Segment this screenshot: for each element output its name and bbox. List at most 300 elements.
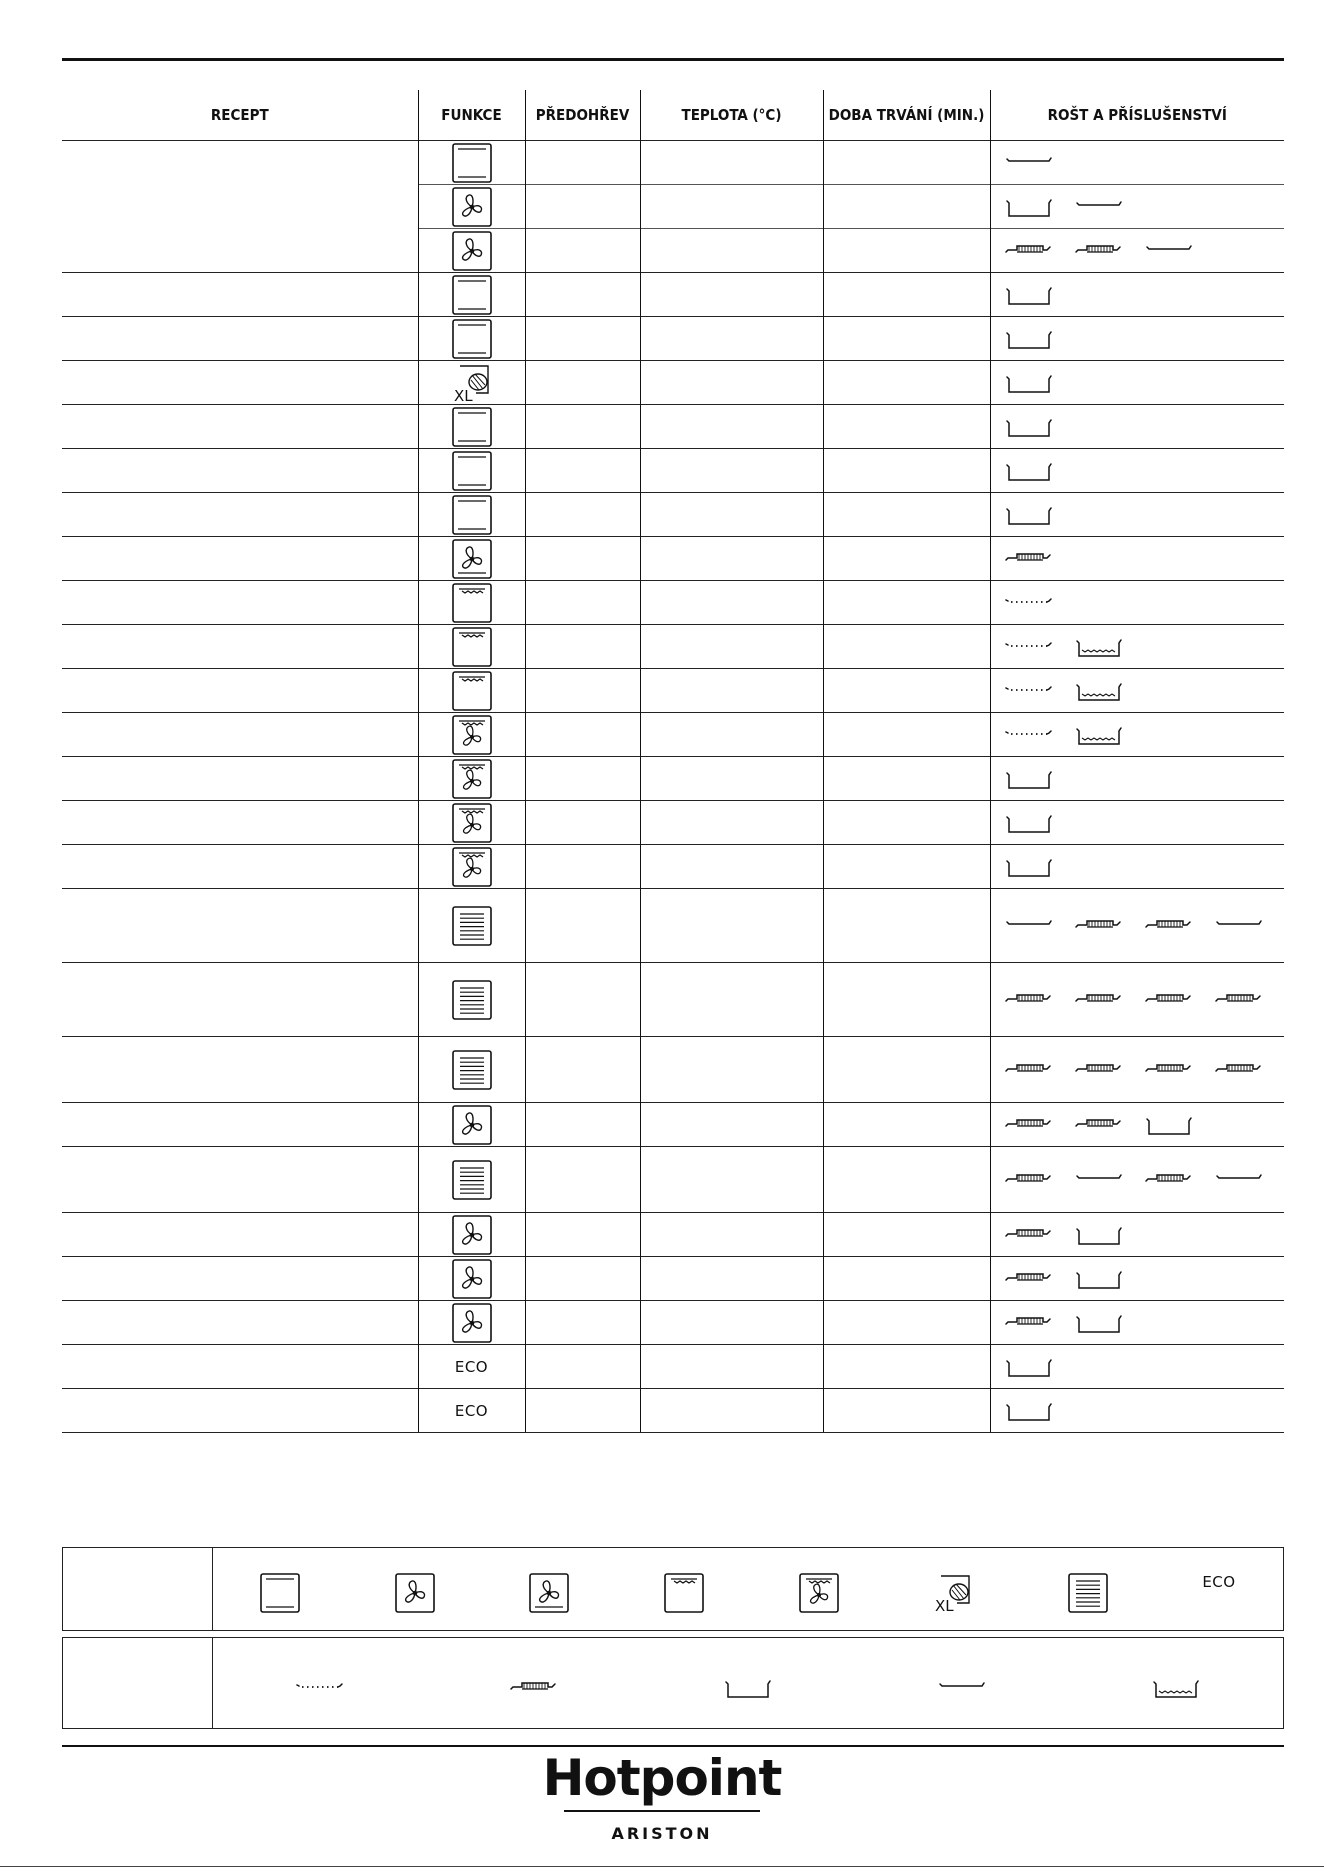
preheat-cell: [525, 185, 640, 229]
fan-function-icon: [452, 1105, 492, 1145]
table-row: [62, 449, 1284, 493]
accessories-cell: [990, 537, 1284, 581]
accessories-cell: [990, 449, 1284, 493]
function-cell: [418, 625, 525, 669]
drip-pan-icon: [1003, 370, 1055, 396]
function-cell: [418, 141, 525, 185]
dur-cell: [823, 493, 990, 537]
wire-rack-icon: [1143, 913, 1195, 939]
temp-cell: [640, 361, 823, 405]
table-body: [62, 141, 1284, 1433]
wire-rack-icon: [1143, 1057, 1195, 1083]
accessories-cell: [990, 1037, 1284, 1103]
function-cell: [418, 273, 525, 317]
recipe-cell: [62, 405, 418, 449]
preheat-cell: [525, 1147, 640, 1213]
baking-tray-icon: [1213, 1167, 1265, 1193]
dur-cell: [823, 1147, 990, 1213]
function-cell: [418, 229, 525, 273]
table-row: [62, 537, 1284, 581]
table-row: [62, 581, 1284, 625]
brand-underline: [564, 1810, 760, 1812]
temp-cell: [640, 801, 823, 845]
accessories-cell: [990, 141, 1284, 185]
grill-function-icon: [452, 583, 492, 623]
wire-rack-icon: [1073, 1057, 1125, 1083]
wire-rack-icon: [1003, 546, 1055, 572]
svg-text:XL: XL: [935, 1597, 954, 1613]
wire-rack-icon: [1003, 1057, 1055, 1083]
recipe-cell: [62, 1213, 418, 1257]
baking-tray-icon: [1003, 150, 1055, 176]
temp-cell: [640, 185, 823, 229]
wire-rack-icon: [1073, 1112, 1125, 1138]
drip-pan-icon: [1003, 1354, 1055, 1380]
dur-cell: [823, 889, 990, 963]
eco-function-label: ECO: [1202, 1573, 1236, 1591]
multilevel-function-icon: [452, 1160, 492, 1200]
preheat-cell: [525, 1103, 640, 1147]
function-cell: [418, 185, 525, 229]
accessories-cell: [990, 361, 1284, 405]
preheat-cell: [525, 1213, 640, 1257]
function-cell: [418, 493, 525, 537]
table-row: [62, 963, 1284, 1037]
header-temperature: TEPLOTA (°C): [640, 90, 823, 141]
preheat-cell: [525, 757, 640, 801]
temp-cell: [640, 317, 823, 361]
function-cell: [418, 1147, 525, 1213]
accessories-cell: [990, 801, 1284, 845]
drip-pan-icon: [1003, 282, 1055, 308]
preheat-cell: [525, 361, 640, 405]
dur-cell: [823, 1213, 990, 1257]
legend-accessories-label: [63, 1638, 213, 1729]
baking-tray-icon: [1143, 238, 1195, 264]
recipe-cell: [62, 581, 418, 625]
multilevel-function-icon: [452, 980, 492, 1020]
preheat-cell: [525, 963, 640, 1037]
table-row: [62, 713, 1284, 757]
bottom-rule: [62, 1745, 1284, 1747]
wire-rack-icon: [1073, 913, 1125, 939]
fan-function-icon: [452, 1259, 492, 1299]
accessories-cell: [990, 1345, 1284, 1389]
temp-cell: [640, 889, 823, 963]
function-cell: [418, 845, 525, 889]
dur-cell: [823, 845, 990, 889]
temp-cell: [640, 1389, 823, 1433]
dur-cell: [823, 185, 990, 229]
function-cell: [418, 1301, 525, 1345]
wire-rack-icon: [508, 1675, 560, 1701]
accessories-cell: [990, 273, 1284, 317]
xl-function-icon: [452, 363, 492, 403]
preheat-cell: [525, 889, 640, 963]
fan-function-icon: [452, 231, 492, 271]
table-row: [62, 889, 1284, 963]
wire-rack-icon: [1003, 987, 1055, 1013]
wire-rack-icon: [1003, 1167, 1055, 1193]
temp-cell: [640, 963, 823, 1037]
accessories-cell: [990, 963, 1284, 1037]
wire-rack-icon: [1213, 987, 1265, 1013]
legend-functions-cell: [213, 1548, 1284, 1631]
static-function-icon: [452, 319, 492, 359]
recipe-cell: [62, 141, 418, 185]
temp-cell: [640, 1257, 823, 1301]
temp-cell: [640, 449, 823, 493]
fan-bottom-function-icon: [452, 539, 492, 579]
static-function-icon: [452, 451, 492, 491]
drip-pan-icon: [1003, 1398, 1055, 1424]
recipe-cell: [62, 801, 418, 845]
function-cell: [418, 1345, 525, 1389]
recipe-cell: [62, 449, 418, 493]
table-row: [62, 1037, 1284, 1103]
legend-functions-label: [63, 1548, 213, 1631]
grill-rack-dotted-icon: [1003, 590, 1055, 616]
dur-cell: [823, 449, 990, 493]
temp-cell: [640, 1103, 823, 1147]
temp-cell: [640, 669, 823, 713]
accessories-cell: [990, 493, 1284, 537]
accessories-cell: [990, 185, 1284, 229]
function-cell: [418, 801, 525, 845]
accessories-cell: [990, 889, 1284, 963]
table-row: [62, 1389, 1284, 1433]
recipe-cell: [62, 229, 418, 273]
accessories-cell: [990, 317, 1284, 361]
table-row: [62, 317, 1284, 361]
preheat-cell: [525, 581, 640, 625]
accessories-cell: [990, 1389, 1284, 1433]
recipe-cell: [62, 1103, 418, 1147]
recipe-cell: [62, 185, 418, 229]
dur-cell: [823, 963, 990, 1037]
grill-function-icon: [664, 1573, 704, 1613]
baking-tray-icon: [1073, 1167, 1125, 1193]
table-row: [62, 1213, 1284, 1257]
preheat-cell: [525, 141, 640, 185]
static-function-icon: [452, 275, 492, 315]
preheat-cell: [525, 449, 640, 493]
preheat-cell: [525, 405, 640, 449]
grill-function-icon: [452, 671, 492, 711]
recipe-cell: [62, 889, 418, 963]
wire-rack-icon: [1073, 987, 1125, 1013]
function-cell: [418, 317, 525, 361]
fan-function-icon: [452, 187, 492, 227]
legend-table: [62, 1547, 1284, 1729]
water-pan-icon: [1073, 678, 1125, 704]
temp-cell: [640, 625, 823, 669]
recipe-cell: [62, 713, 418, 757]
baking-tray-icon: [936, 1675, 988, 1701]
accessories-cell: [990, 405, 1284, 449]
preheat-cell: [525, 713, 640, 757]
drip-pan-icon: [1003, 502, 1055, 528]
preheat-cell: [525, 625, 640, 669]
preheat-cell: [525, 493, 640, 537]
brand-sub: ARISTON: [611, 1824, 713, 1843]
preheat-cell: [525, 1257, 640, 1301]
temp-cell: [640, 273, 823, 317]
table-header-row: [62, 90, 1284, 141]
wire-rack-icon: [1073, 238, 1125, 264]
grill-rack-dotted-icon: [294, 1675, 346, 1701]
function-cell: [418, 1103, 525, 1147]
recipe-cell: [62, 1301, 418, 1345]
header-duration: DOBA TRVÁNÍ (MIN.): [823, 90, 990, 141]
accessories-cell: [990, 1103, 1284, 1147]
temp-cell: [640, 229, 823, 273]
dur-cell: [823, 1037, 990, 1103]
function-cell: [418, 537, 525, 581]
accessories-cell: [990, 581, 1284, 625]
table-row: [62, 273, 1284, 317]
dur-cell: [823, 625, 990, 669]
fan-function-icon: [452, 1303, 492, 1343]
recipe-cell: [62, 273, 418, 317]
water-pan-icon: [1150, 1675, 1202, 1701]
table-row: [62, 141, 1284, 185]
temp-cell: [640, 1213, 823, 1257]
multilevel-function-icon: [452, 906, 492, 946]
function-cell: [418, 1257, 525, 1301]
accessories-cell: [990, 669, 1284, 713]
function-cell: [418, 405, 525, 449]
temp-cell: [640, 713, 823, 757]
dur-cell: [823, 713, 990, 757]
drip-pan-icon: [1003, 326, 1055, 352]
dur-cell: [823, 669, 990, 713]
dur-cell: [823, 361, 990, 405]
eco-function-label: ECO: [454, 1358, 489, 1376]
grill-rack-dotted-icon: [1003, 678, 1055, 704]
recipe-cell: [62, 669, 418, 713]
temp-cell: [640, 141, 823, 185]
recipe-cell: [62, 537, 418, 581]
function-cell: [418, 963, 525, 1037]
temp-cell: [640, 493, 823, 537]
dur-cell: [823, 229, 990, 273]
dur-cell: [823, 757, 990, 801]
table-row: [62, 1301, 1284, 1345]
brand-logo: [0, 1748, 1324, 1843]
multilevel-function-icon: [1068, 1573, 1108, 1613]
temp-cell: [640, 1345, 823, 1389]
temp-cell: [640, 1147, 823, 1213]
dur-cell: [823, 1301, 990, 1345]
dur-cell: [823, 141, 990, 185]
header-accessories: ROŠT A PŘÍSLUŠENSTVÍ: [990, 90, 1284, 141]
recipe-cell: [62, 1037, 418, 1103]
preheat-cell: [525, 801, 640, 845]
recipe-cell: [62, 1389, 418, 1433]
recipe-cell: [62, 845, 418, 889]
wire-rack-icon: [1143, 1167, 1195, 1193]
baking-tray-icon: [1213, 913, 1265, 939]
recipe-cell: [62, 963, 418, 1037]
accessories-cell: [990, 625, 1284, 669]
multilevel-function-icon: [452, 1050, 492, 1090]
drip-pan-icon: [1073, 1222, 1125, 1248]
dur-cell: [823, 405, 990, 449]
dur-cell: [823, 801, 990, 845]
recipe-cell: [62, 361, 418, 405]
fan-function-icon: [452, 1215, 492, 1255]
wire-rack-icon: [1003, 238, 1055, 264]
wire-rack-icon: [1003, 1310, 1055, 1336]
fan-function-icon: [395, 1573, 435, 1613]
temp-cell: [640, 1301, 823, 1345]
table-row: [62, 801, 1284, 845]
static-function-icon: [452, 495, 492, 535]
table-row: [62, 1147, 1284, 1213]
recipe-cell: [62, 1345, 418, 1389]
function-cell: [418, 449, 525, 493]
accessories-cell: [990, 713, 1284, 757]
function-cell: [418, 1037, 525, 1103]
temp-cell: [640, 845, 823, 889]
accessories-cell: [990, 1147, 1284, 1213]
xl-function-icon: [933, 1573, 973, 1613]
drip-pan-icon: [1003, 810, 1055, 836]
accessories-cell: [990, 757, 1284, 801]
recipe-cell: [62, 493, 418, 537]
grill-rack-dotted-icon: [1003, 722, 1055, 748]
wire-rack-icon: [1003, 1222, 1055, 1248]
preheat-cell: [525, 1037, 640, 1103]
table-row: [62, 845, 1284, 889]
water-pan-icon: [1073, 634, 1125, 660]
baking-tray-icon: [1073, 194, 1125, 220]
drip-pan-icon: [1003, 414, 1055, 440]
function-cell: [418, 1213, 525, 1257]
legend-functions-row: [63, 1548, 1284, 1631]
dur-cell: [823, 317, 990, 361]
drip-pan-icon: [1073, 1310, 1125, 1336]
drip-pan-icon: [1143, 1112, 1195, 1138]
turbo-grill-function-icon: [799, 1573, 839, 1613]
drip-pan-icon: [1003, 458, 1055, 484]
preheat-cell: [525, 1389, 640, 1433]
legend-accessories-row: [63, 1638, 1284, 1729]
grill-function-icon: [452, 627, 492, 667]
baking-tray-icon: [1003, 913, 1055, 939]
top-rule: [62, 58, 1284, 61]
preheat-cell: [525, 537, 640, 581]
function-cell: [418, 713, 525, 757]
turbo-grill-function-icon: [452, 803, 492, 843]
drip-pan-icon: [1073, 1266, 1125, 1292]
recipe-cell: [62, 757, 418, 801]
function-cell: [418, 889, 525, 963]
preheat-cell: [525, 273, 640, 317]
header-recipe: RECEPT: [210, 106, 269, 124]
accessories-cell: [990, 845, 1284, 889]
grill-rack-dotted-icon: [1003, 634, 1055, 660]
function-cell: [418, 757, 525, 801]
turbo-grill-function-icon: [452, 715, 492, 755]
drip-pan-icon: [1003, 766, 1055, 792]
svg-text:XL: XL: [453, 386, 473, 403]
dur-cell: [823, 1345, 990, 1389]
recipe-cell: [62, 1147, 418, 1213]
brand-name: Hotpoint: [542, 1749, 782, 1807]
static-function-icon: [260, 1573, 300, 1613]
dur-cell: [823, 581, 990, 625]
turbo-grill-function-icon: [452, 759, 492, 799]
recipe-cell: [62, 625, 418, 669]
header-function: FUNKCE: [418, 90, 525, 141]
dur-cell: [823, 1103, 990, 1147]
table-row: [62, 405, 1284, 449]
preheat-cell: [525, 1301, 640, 1345]
table-row: [62, 625, 1284, 669]
table-row: [62, 669, 1284, 713]
preheat-cell: [525, 845, 640, 889]
function-cell: [418, 581, 525, 625]
preheat-cell: [525, 669, 640, 713]
temp-cell: [640, 1037, 823, 1103]
accessories-cell: [990, 229, 1284, 273]
accessories-cell: [990, 1301, 1284, 1345]
temp-cell: [640, 757, 823, 801]
table-row: [62, 185, 1284, 229]
wire-rack-icon: [1143, 987, 1195, 1013]
static-function-icon: [452, 143, 492, 183]
footer-rule: [0, 1866, 1324, 1867]
legend-accessories-cell: [213, 1638, 1284, 1729]
eco-function-label: ECO: [454, 1402, 489, 1420]
drip-pan-icon: [1003, 194, 1055, 220]
table-row: [62, 361, 1284, 405]
wire-rack-icon: [1003, 1266, 1055, 1292]
recipe-cell: [62, 317, 418, 361]
temp-cell: [640, 537, 823, 581]
wire-rack-icon: [1213, 1057, 1265, 1083]
preheat-cell: [525, 317, 640, 361]
table-row: [62, 229, 1284, 273]
preheat-cell: [525, 1345, 640, 1389]
dur-cell: [823, 1257, 990, 1301]
dur-cell: [823, 273, 990, 317]
table-row: [62, 1345, 1284, 1389]
drip-pan-icon: [722, 1675, 774, 1701]
temp-cell: [640, 581, 823, 625]
table-row: [62, 1257, 1284, 1301]
function-cell: [418, 1389, 525, 1433]
water-pan-icon: [1073, 722, 1125, 748]
wire-rack-icon: [1003, 1112, 1055, 1138]
turbo-grill-function-icon: [452, 847, 492, 887]
fan-bottom-function-icon: [529, 1573, 569, 1613]
accessories-cell: [990, 1257, 1284, 1301]
function-cell: [418, 669, 525, 713]
header-preheat: PŘEDOHŘEV: [525, 90, 640, 141]
table-row: [62, 1103, 1284, 1147]
recipe-cell: [62, 1257, 418, 1301]
dur-cell: [823, 1389, 990, 1433]
accessories-cell: [990, 1213, 1284, 1257]
table-row: [62, 757, 1284, 801]
preheat-cell: [525, 229, 640, 273]
drip-pan-icon: [1003, 854, 1055, 880]
recipe-table: [62, 90, 1284, 1433]
table-row: [62, 493, 1284, 537]
